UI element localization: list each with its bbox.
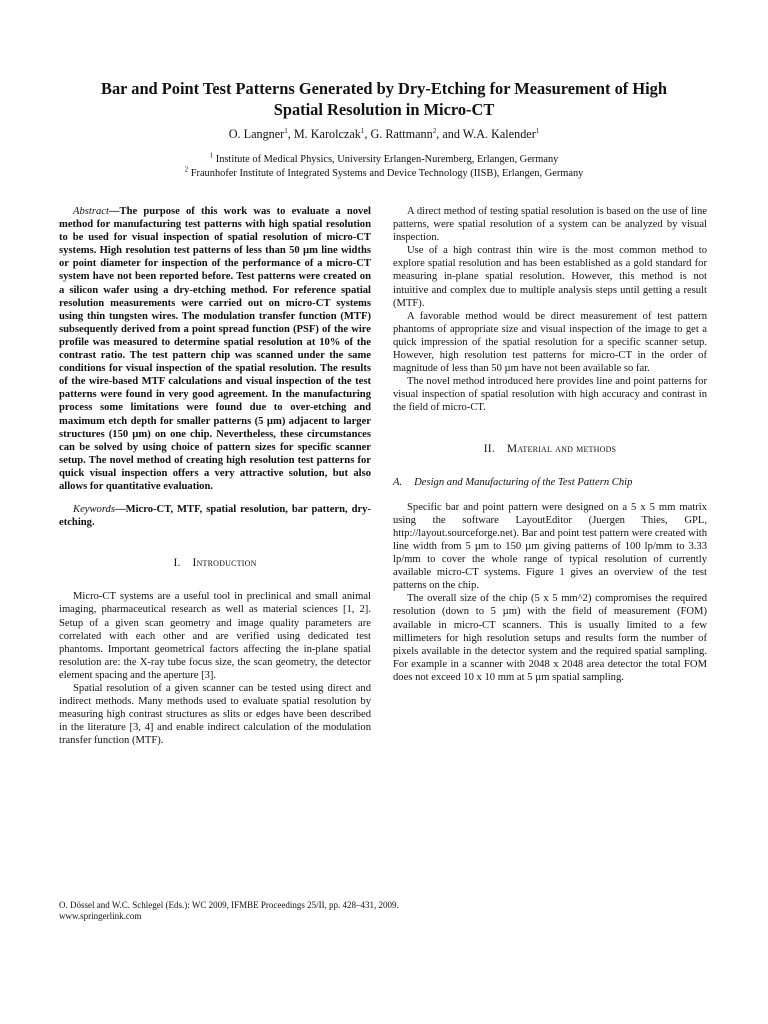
section-heading-methods <box>393 443 707 456</box>
affiliation-2-marker: 2 <box>184 165 189 174</box>
affiliation-1 <box>40 153 728 167</box>
author-4: W.A. Kalender <box>462 127 536 141</box>
abstract-dash: — <box>108 206 120 217</box>
subsection-number: A. <box>393 476 403 488</box>
author-3-affil: 2 <box>432 126 437 135</box>
intro-paragraph: The novel method introduced here provides line and point patterns for visual inspection of spatial resolution with high accuracy and contrast in the field of micro-CT. <box>393 376 707 414</box>
intro-paragraph: A direct method of testing spatial resolution is based on the use of line patterns, were spatial resolution of a system can be analyzed by visual inspection. <box>393 206 707 244</box>
methods-paragraph: Specific bar and point pattern were designed on a 5 x 5 mm matrix using the software LayoutEditor (Juergen Thies, GPL, http://layout.sourceforge.net). Bar and point test pattern were created with line width from 5 µm to 150 µm giving patterns of 100 lp/mm to 3.33 lp/mm to cover the whole range of typical resolution of currently available micro-CT systems. Figure 1 gives an overview of the test patterns on the chip. <box>393 501 707 592</box>
affiliation-1-marker: 1 <box>209 151 214 160</box>
intro-paragraph: Spatial resolution of a given scanner can be tested using direct and indirect methods. Many methods used to evaluate spatial resolution by measuring high contrast structures as slits or edges have been described in the literature [3, 4] and enable indirect calculation of the modulation transfer function (MTF). <box>59 683 371 747</box>
section-name: Material and methods <box>506 442 617 455</box>
section-number: I. <box>173 557 181 570</box>
title-line-1: Bar and Point Test Patterns Generated by Dry-Etching for Measurement of High <box>101 79 667 98</box>
author-4-affil: 1 <box>535 126 540 135</box>
keywords <box>59 503 371 529</box>
affiliation-list <box>40 153 728 180</box>
footer-url: www.springerlink.com <box>59 911 142 921</box>
section-number: II. <box>483 442 495 455</box>
paper-title <box>40 78 728 120</box>
title-line-2: Spatial Resolution in Micro-CT <box>273 100 495 119</box>
intro-paragraph: A favorable method would be direct measurement of test pattern phantoms of appropriate size and visual inspection of the image to get a quick impression of the spatial resolution for a specific scanner setup. However, high resolution test patterns for micro-CT in the order of magnitude of less than 50 µm have not been available so far. <box>393 310 707 375</box>
page-footer <box>59 900 709 922</box>
author-1: O. Langner <box>228 127 285 141</box>
right-column <box>393 205 707 684</box>
subsection-title: Design and Manufacturing of the Test Pattern Chip <box>414 476 633 488</box>
author-2: M. Karolczak <box>293 127 361 141</box>
author-sep: , <box>287 127 294 141</box>
author-2-affil: 1 <box>360 126 365 135</box>
intro-paragraph: Micro-CT systems are a useful tool in preclinical and small animal imaging, pharmaceutical research as well as material sciences [1, 2]. Setup of a given scan geometry and image quality parameters are correlated with each other and are verified using dedicated test phantoms. Important geometrical factors affecting the in-plane spatial resolution are: the X-ray tube focus size, the scan geometry, the detector element spacing and the aperture [3]. <box>59 591 371 681</box>
author-list <box>40 126 728 142</box>
subsection-heading <box>393 476 707 489</box>
keywords-label: Keywords <box>73 504 115 516</box>
keywords-dash: — <box>114 504 126 516</box>
intro-paragraph: Use of a high contrast thin wire is the most common method to explore spatial resolution and has been established as a gold standard for measuring in-plane spatial resolution. However, this method is not intuitive and complex due to multiple analysis steps until getting a result (MTF). <box>393 245 707 309</box>
section-heading-introduction <box>59 557 371 570</box>
abstract <box>59 205 371 493</box>
section-name: Introduction <box>192 557 257 570</box>
affiliation-1-text: Institute of Medical Physics, University Erlangen-Nuremberg, Erlangen, Germany <box>213 154 559 165</box>
affiliation-2 <box>40 167 728 181</box>
footer-citation: O. Dössel and W.C. Schlegel (Eds.): WC 2009, IFMBE Proceedings 25/II, pp. 428–431, 2009. <box>59 900 399 910</box>
abstract-label: Abstract <box>73 206 109 217</box>
author-sep: , and <box>436 127 463 141</box>
methods-paragraph: The overall size of the chip (5 x 5 mm^2) compromises the required resolution (down to 5 µm) with the field of measurement (FOM) available in micro-CT scanners. This is usually limited to a few millimeters for high resolution setups and results form the number of pixels available in the detector system and the required spatial sampling. For example in a scanner with 2048 x 2048 area detector the total FOM does not exceed 10 x 10 mm at 5 µm spatial sampling. <box>393 593 707 683</box>
abstract-text: The purpose of this work was to evaluate a novel method for manufacturing test patterns with high spatial resolution to be used for visual inspection of spatial resolution of micro-CT systems. High resolution test patterns of less than 50 µm line widths or point diameter for inspection of the performance of a micro-CT system have not been reported before. Test patterns were created on a silicon wafer using a dry-etching method. For reference spatial resolution measurements were carried out on micro-CT systems using thin tungsten wires. The modulation transfer function (MTF) subsequently derived from a point spread function (PSF) of the wire profile was measured to determine spatial resolution at 10% of the contrast ratio. The test pattern chip was scanned under the same conditions for visual inspection of the spatial resolution. The results of the wire-based MTF calculations and visual inspection of the test patterns were found in very good agreement. In the manufacturing process some limitations were found due to over-etching and maximum etch depth for smaller patterns (5 µm) adjacent to larger structures (150 µm) on one chip. Nevertheless, these circumstances can be solved by using choice of pattern sizes for specific scanner setup. The novel method of creating high resolution test patterns for quick visual inspection offers a very attractive solution, but also allows for quantitative evaluation. <box>59 206 371 492</box>
author-3: G. Rattmann <box>370 127 433 141</box>
author-1-affil: 1 <box>284 126 288 135</box>
author-sep: , <box>364 127 371 141</box>
left-column <box>59 205 371 747</box>
keywords-text: Micro-CT, MTF, spatial resolution, bar pattern, dry-etching. <box>59 504 371 529</box>
affiliation-2-text: Fraunhofer Institute of Integrated Systems and Device Technology (IISB), Erlangen, Germany <box>188 167 584 179</box>
